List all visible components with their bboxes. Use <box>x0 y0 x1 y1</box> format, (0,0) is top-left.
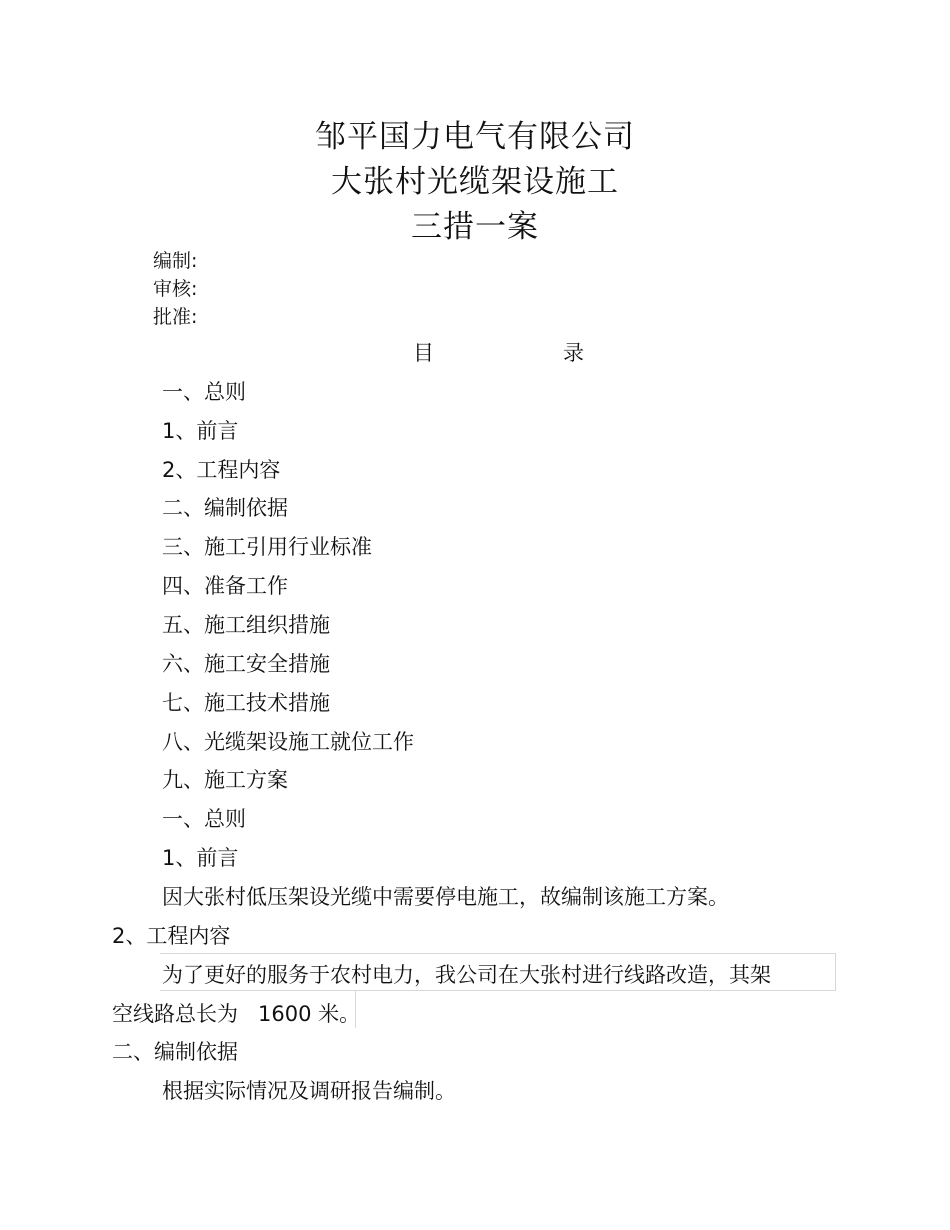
toc-heading-right: 录 <box>563 341 584 365</box>
toc-heading-left: 目 <box>413 341 434 365</box>
toc-item: 一、总则 <box>162 380 246 404</box>
toc-item: 三、施工引用行业标准 <box>162 535 372 559</box>
company-name: 邹平国力电气有限公司 <box>315 119 635 155</box>
toc-item: 七、施工技术措施 <box>162 691 330 715</box>
toc-item: 1、前言 <box>162 419 239 443</box>
cell-border-bottom <box>160 990 836 991</box>
subsection-heading-preface: 1、前言 <box>162 846 239 870</box>
approve-label: 批准: <box>153 306 198 328</box>
toc-item: 二、编制依据 <box>162 496 288 520</box>
toc-item: 九、施工方案 <box>162 768 288 792</box>
cell-border-right <box>835 953 836 991</box>
section-heading-basis: 二、编制依据 <box>112 1040 238 1064</box>
toc-item: 2、工程内容 <box>162 458 281 482</box>
toc-item: 八、光缆架设施工就位工作 <box>162 730 414 754</box>
subsection-heading-scope: 2、工程内容 <box>112 924 231 948</box>
preface-paragraph: 因大张村低压架设光缆中需要停电施工，故编制该施工方案。 <box>162 885 729 909</box>
scope-paragraph-line2: 空线路总长为 1600 米。 <box>112 1002 361 1026</box>
review-label: 审核: <box>153 278 198 300</box>
toc-item: 六、施工安全措施 <box>162 652 330 676</box>
toc-item: 五、施工组织措施 <box>162 613 330 637</box>
section-heading-general: 一、总则 <box>162 807 246 831</box>
scope-paragraph-line1: 为了更好的服务于农村电力，我公司在大张村进行线路改造，其架 <box>162 963 771 987</box>
cell-border-top <box>160 953 836 954</box>
document-title: 三措一案 <box>411 209 539 245</box>
compile-label: 编制: <box>153 250 198 272</box>
project-title: 大张村光缆架设施工 <box>331 164 619 200</box>
basis-paragraph: 根据实际情况及调研报告编制。 <box>162 1079 456 1103</box>
toc-item: 四、准备工作 <box>162 574 288 598</box>
